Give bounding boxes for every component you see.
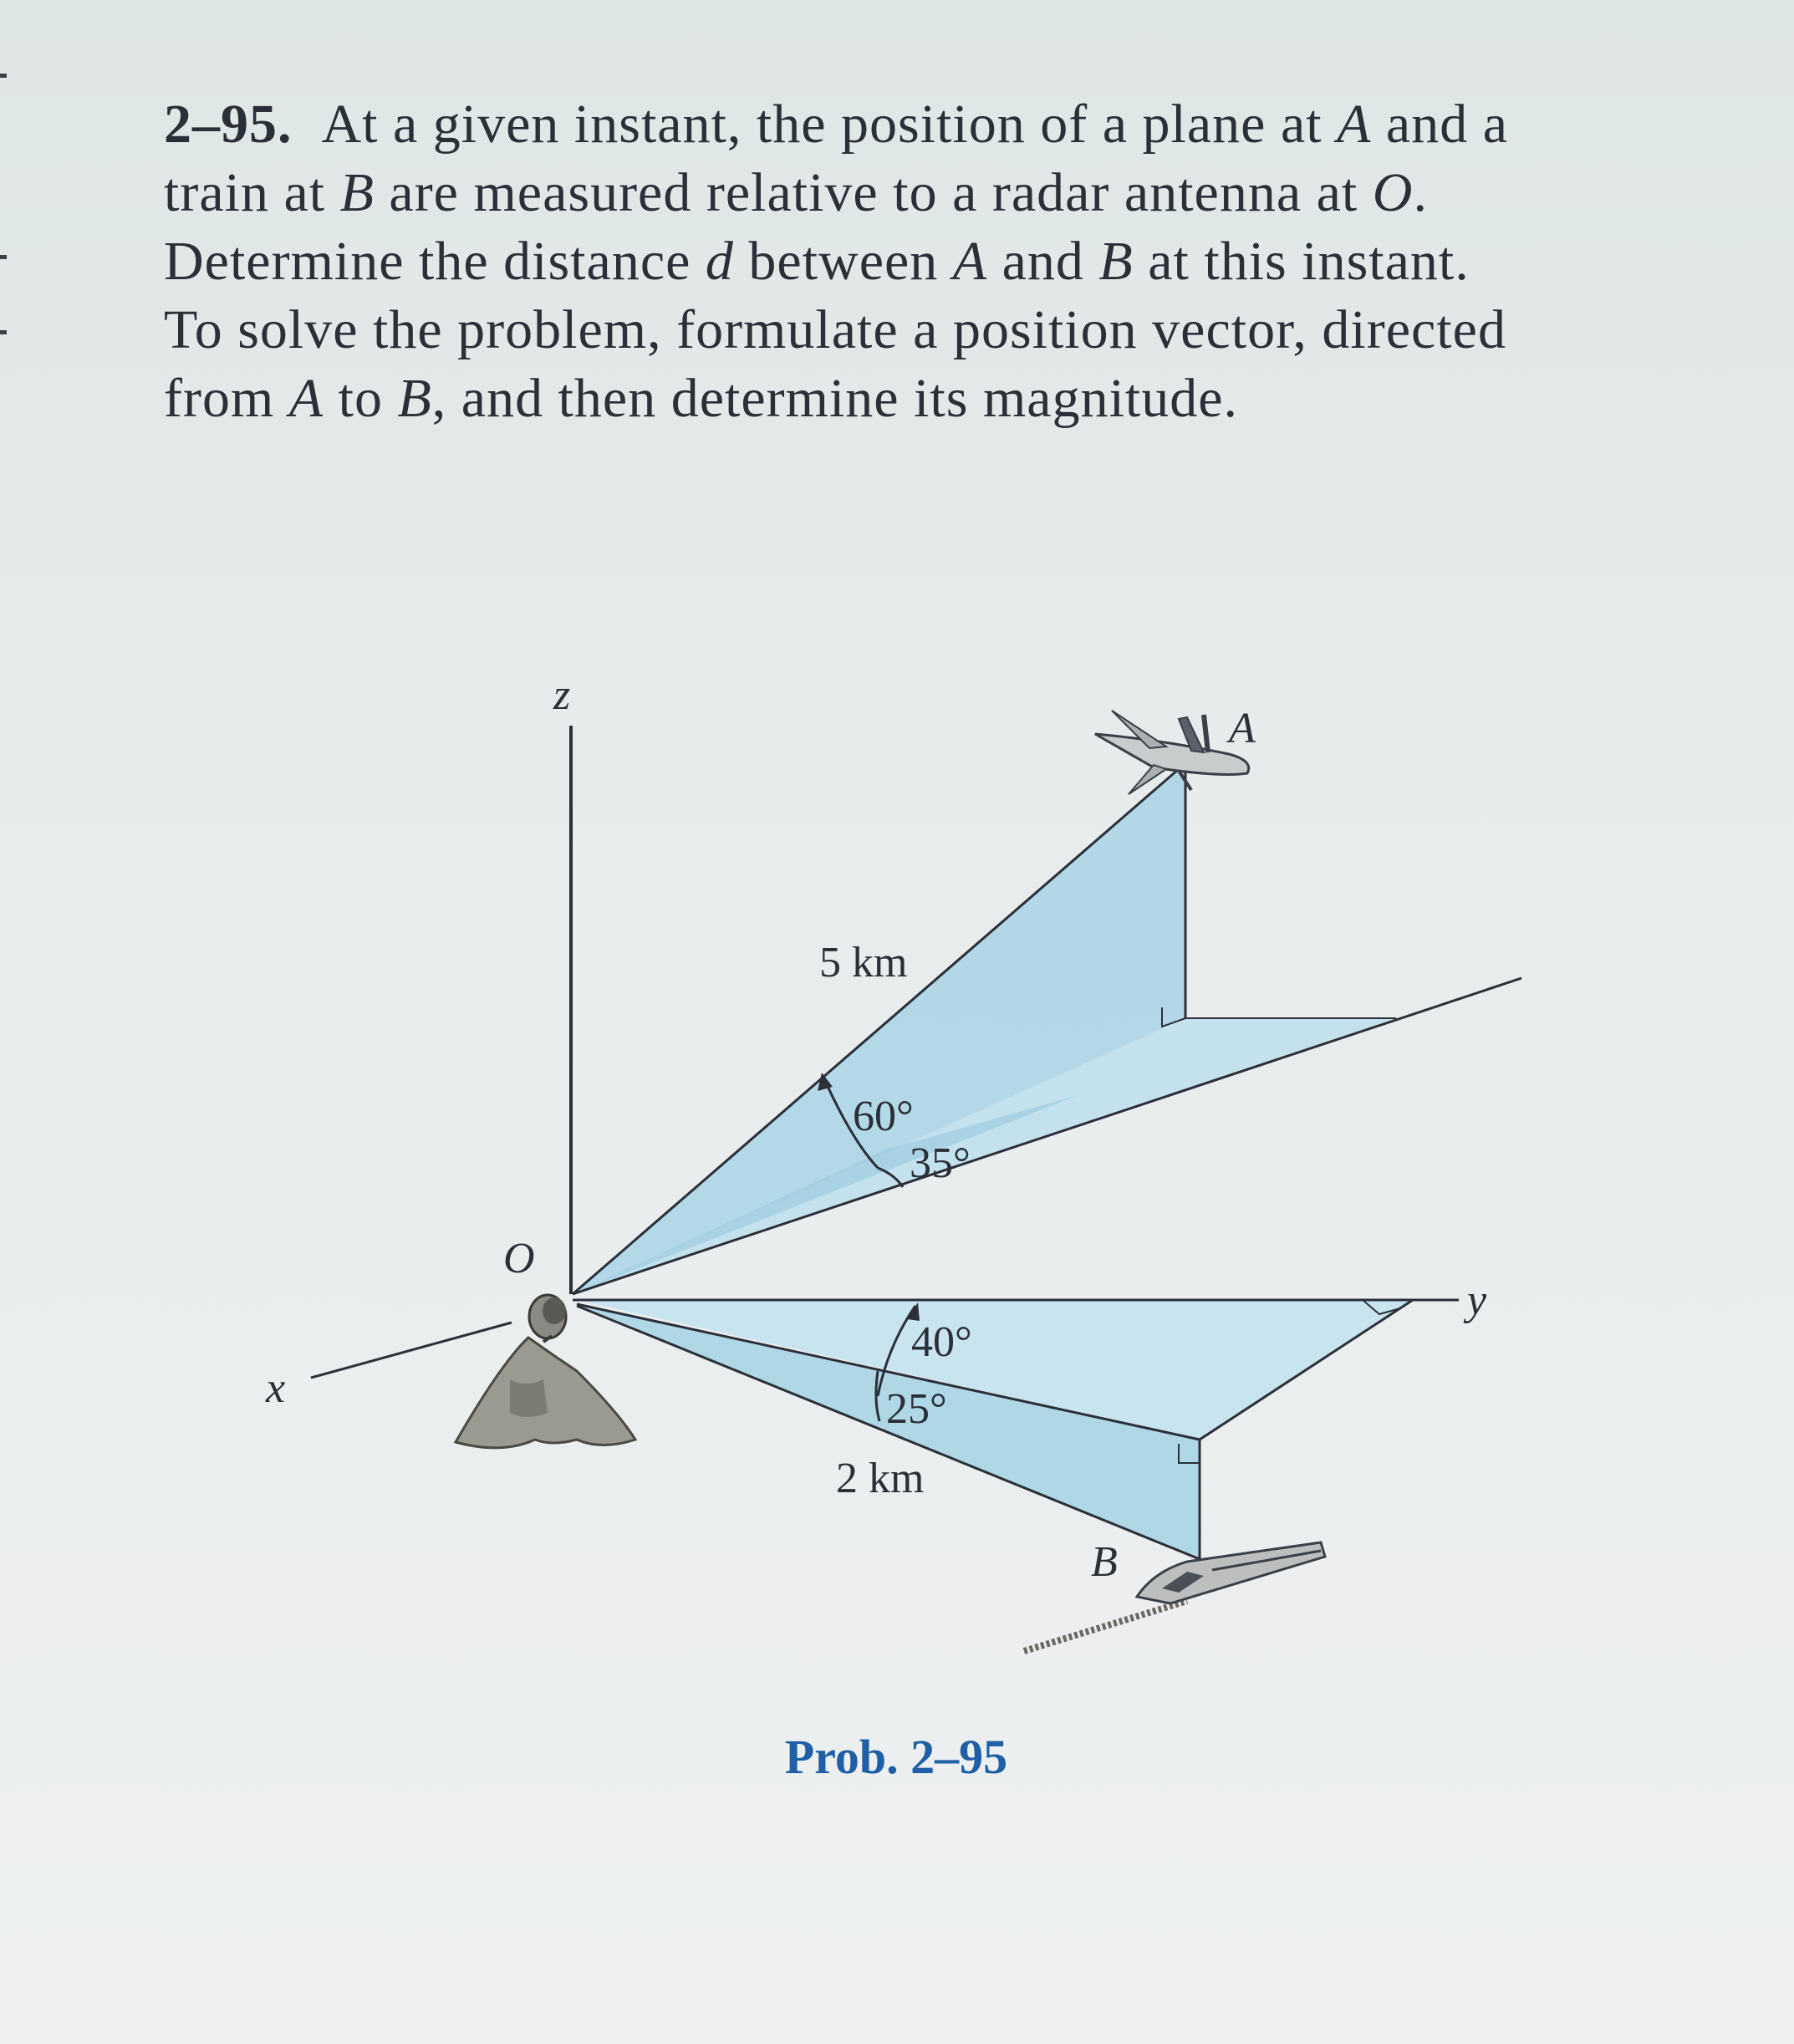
- label-angle-25: 25°: [886, 1385, 947, 1433]
- text: from: [164, 368, 275, 429]
- label-angle-35: 35°: [910, 1139, 971, 1187]
- label-angle-40: 40°: [911, 1318, 972, 1366]
- label-y-axis: y: [1467, 1277, 1487, 1324]
- text: , and then determine its magnitude.: [431, 368, 1239, 429]
- text: Determine the distance: [164, 231, 691, 292]
- label-z-axis: z: [553, 671, 571, 719]
- label-point-A: A: [1229, 705, 1256, 752]
- label-origin-O: O: [503, 1235, 535, 1282]
- var-B: B: [1098, 231, 1134, 292]
- x-axis: [311, 1323, 512, 1378]
- train-icon: [1024, 1542, 1325, 1651]
- text: To solve the problem, formulate a position vector, directed: [164, 299, 1506, 360]
- caption-text: Prob. 2–95: [784, 1730, 1008, 1784]
- problem-number: 2–95.: [164, 94, 293, 155]
- text: between: [748, 231, 939, 292]
- figure-caption: [0, 1729, 1794, 1785]
- label-angle-60: 60°: [853, 1093, 914, 1140]
- var-A: A: [288, 368, 324, 429]
- text: are measured relative to a radar antenna at: [389, 162, 1358, 223]
- label-x-axis: x: [266, 1364, 286, 1412]
- text: .: [1413, 162, 1428, 223]
- var-B: B: [339, 162, 375, 223]
- text: train at: [164, 162, 326, 223]
- var-O: O: [1372, 162, 1414, 223]
- label-distance-A: 5 km: [819, 939, 908, 986]
- var-d: d: [705, 231, 734, 292]
- text: to: [338, 368, 383, 429]
- var-B: B: [397, 368, 432, 429]
- text: at this instant.: [1148, 231, 1470, 292]
- text: At a given instant, the position of a plane at: [321, 94, 1323, 155]
- var-A: A: [1337, 94, 1372, 155]
- text: and: [1001, 231, 1084, 292]
- label-distance-B: 2 km: [836, 1455, 925, 1502]
- text: and a: [1385, 94, 1508, 155]
- var-A: A: [952, 231, 988, 292]
- label-point-B: B: [1091, 1538, 1118, 1586]
